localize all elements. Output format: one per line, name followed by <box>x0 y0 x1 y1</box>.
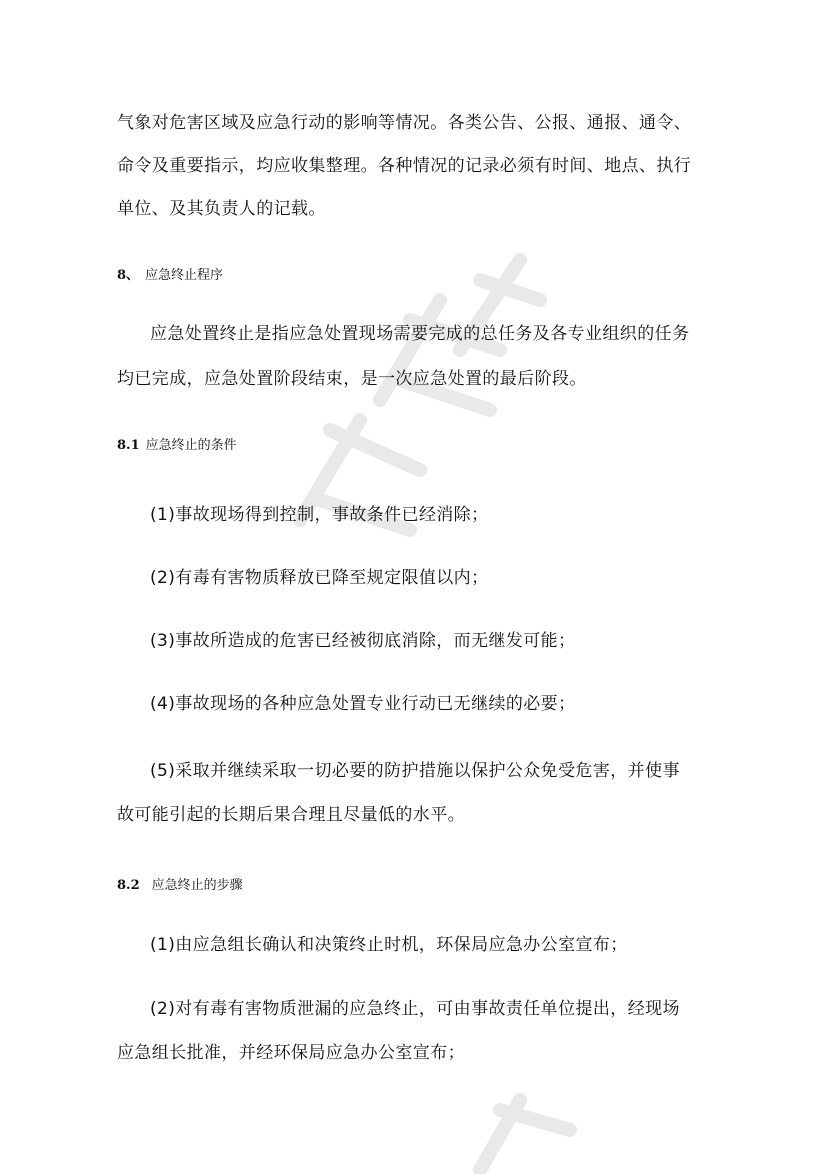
section-8-title: 应急终止程序 <box>145 268 224 283</box>
condition-item-5-line-2: 故可能引起的长期后果合理且尽量低的水平。 <box>117 805 465 825</box>
intro-line-3: 单位、及其负责人的记载。 <box>117 199 326 219</box>
section-8-number: 8、 <box>117 268 140 283</box>
condition-item-4: (4)事故现场的各种应急处置专业行动已无继续的必要； <box>150 694 576 714</box>
step-item-2-line-2: 应急组长批准，并经环保局应急办公室宣布； <box>117 1043 465 1063</box>
step-item-2-line-1: (2)对有毒有害物质泄漏的应急终止，可由事故责任单位提出，经现场 <box>150 999 680 1019</box>
section-8-1-heading <box>117 436 237 456</box>
condition-item-3: (3)事故所造成的危害已经被彻底消除，而无继发可能； <box>150 631 576 651</box>
condition-item-5-line-1: (5)采取并继续采取一切必要的防护措施以保护公众免受危害，并使事 <box>150 761 680 781</box>
intro-line-2: 命令及重要指示，均应收集整理。各种情况的记录必须有时间、地点、执行 <box>117 156 692 176</box>
section-8-2-heading <box>117 876 243 896</box>
section-8-heading <box>117 266 223 286</box>
paragraph-8-line-1: 应急处置终止是指应急处置现场需要完成的总任务及各专业组织的任务 <box>150 324 690 344</box>
section-8-1-number: 8.1 <box>117 438 140 453</box>
condition-item-1: (1)事故现场得到控制，事故条件已经消除； <box>150 505 489 525</box>
section-8-2-number: 8.2 <box>117 878 140 893</box>
paragraph-8-line-2: 均已完成，应急处置阶段结束，是一次应急处置的最后阶段。 <box>117 369 587 389</box>
condition-item-2: (2)有毒有害物质释放已降至规定限值以内； <box>150 568 489 588</box>
section-8-1-title: 应急终止的条件 <box>145 438 237 453</box>
section-8-2-title: 应急终止的步骤 <box>151 878 243 893</box>
step-item-1: (1)由应急组长确认和决策终止时机，环保局应急办公室宣布； <box>150 935 628 955</box>
intro-line-1: 气象对危害区域及应急行动的影响等情况。各类公告、公报、通报、通令、 <box>117 113 692 133</box>
